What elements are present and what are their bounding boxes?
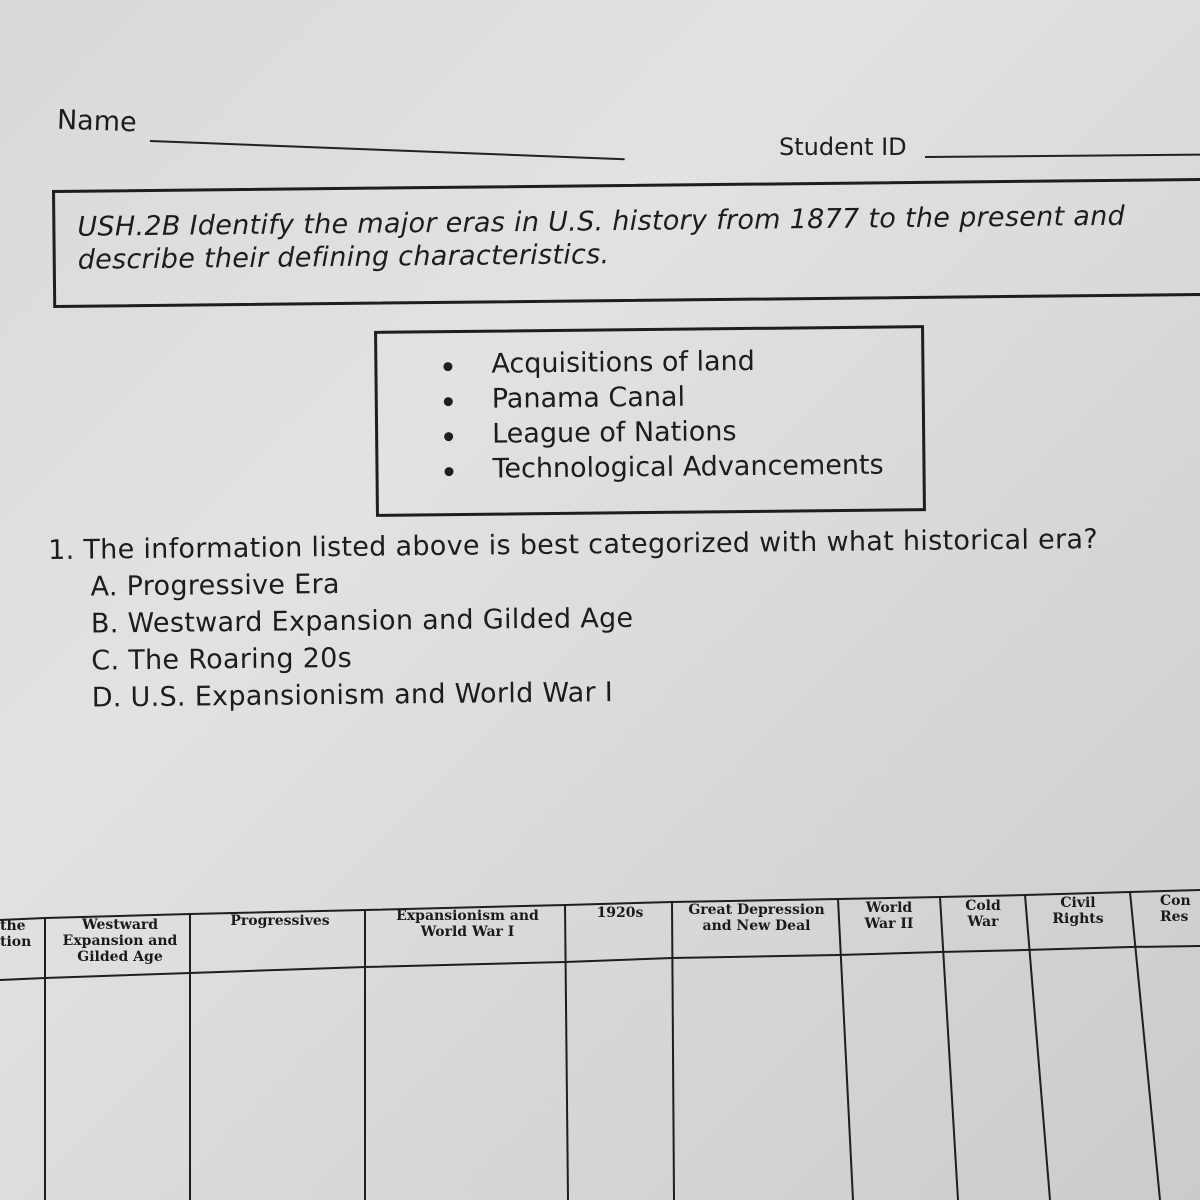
- answer-choices: [90, 558, 1099, 717]
- standard-text: USH.2B Identify the major eras in U.S. history from 1877 to the present and describe their defining characteristics.: [77, 200, 1126, 276]
- choice-d[interactable]: D. U.S. Expansionism and World War I: [91, 677, 614, 714]
- list-item: League of Nations: [444, 413, 883, 453]
- column-header: Civil Rights: [1052, 895, 1104, 927]
- list-item: Technological Advancements: [444, 448, 883, 488]
- student-id-field[interactable]: [925, 154, 1200, 158]
- column-header: Great Depression and New Deal: [688, 902, 825, 934]
- student-id-label: Student ID: [779, 133, 907, 161]
- choice-b[interactable]: B. Westward Expansion and Gilded Age: [90, 602, 634, 640]
- choice-a[interactable]: A. Progressive Era: [90, 568, 340, 603]
- question-1: [48, 522, 1100, 717]
- clues-box: [374, 325, 926, 517]
- column-header: Expansionism and World War I: [396, 908, 539, 940]
- choice-c[interactable]: C. The Roaring 20s: [91, 642, 353, 677]
- column-header: Westward Expansion and Gilded Age: [62, 917, 178, 965]
- list-item: Acquisitions of land: [443, 343, 882, 383]
- bullet-icon: [443, 362, 452, 371]
- column-header: Con Res: [1160, 893, 1191, 925]
- era-timeline-table: [0, 880, 1200, 1200]
- list-item: Panama Canal: [444, 378, 883, 418]
- column-header: World War II: [864, 900, 914, 932]
- bullet-icon: [444, 467, 453, 476]
- standard-box: [52, 178, 1200, 308]
- name-field[interactable]: [150, 140, 625, 160]
- clues-list: [443, 343, 884, 488]
- column-header: the tion: [0, 918, 32, 950]
- column-header: 1920s: [596, 905, 644, 921]
- name-label: Name: [56, 104, 138, 139]
- column-header: Progressives: [230, 913, 330, 929]
- bullet-icon: [444, 397, 453, 406]
- bullet-icon: [444, 432, 453, 441]
- question-stem: 1. The information listed above is best categorized with what historical era?: [48, 524, 1099, 566]
- column-header: Cold War: [965, 898, 1001, 930]
